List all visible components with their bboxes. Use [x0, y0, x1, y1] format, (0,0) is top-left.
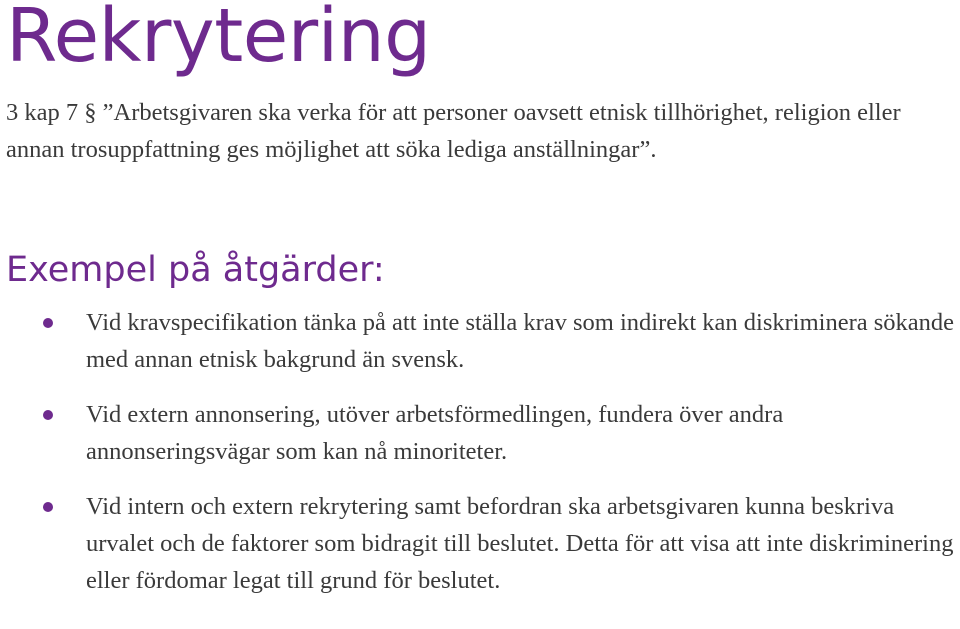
- bullet-icon: [43, 502, 53, 512]
- bullet-icon: [43, 410, 53, 420]
- list-item: [0, 396, 960, 470]
- list-item: [0, 304, 960, 378]
- measures-list: [0, 304, 960, 617]
- list-item: [0, 488, 960, 599]
- page-title: Rekrytering: [6, 0, 431, 79]
- list-item-text: Vid extern annonsering, utöver arbetsförmedlingen, fundera över andra annonseringsvägar som kan nå minoriteter.: [86, 401, 784, 465]
- section-heading: Exempel på åtgärder:: [6, 250, 385, 290]
- list-item-text: Vid intern och extern rekrytering samt befordran ska arbetsgivaren kunna beskriva urvalet och de faktorer som bidragit till beslutet. Detta för att visa att inte diskriminering eller fördomar legat till grund för beslutet.: [86, 493, 954, 594]
- law-quote-paragraph: 3 kap 7 § ”Arbetsgivaren ska verka för att personer oavsett etnisk tillhörighet, religion eller annan trosuppfattning ges möjlighet att söka lediga anställningar”.: [6, 99, 901, 163]
- list-item-text: Vid kravspecifikation tänka på att inte ställa krav som indirekt kan diskriminera sökande med annan etnisk bakgrund än svensk.: [86, 309, 955, 373]
- bullet-icon: [43, 318, 53, 328]
